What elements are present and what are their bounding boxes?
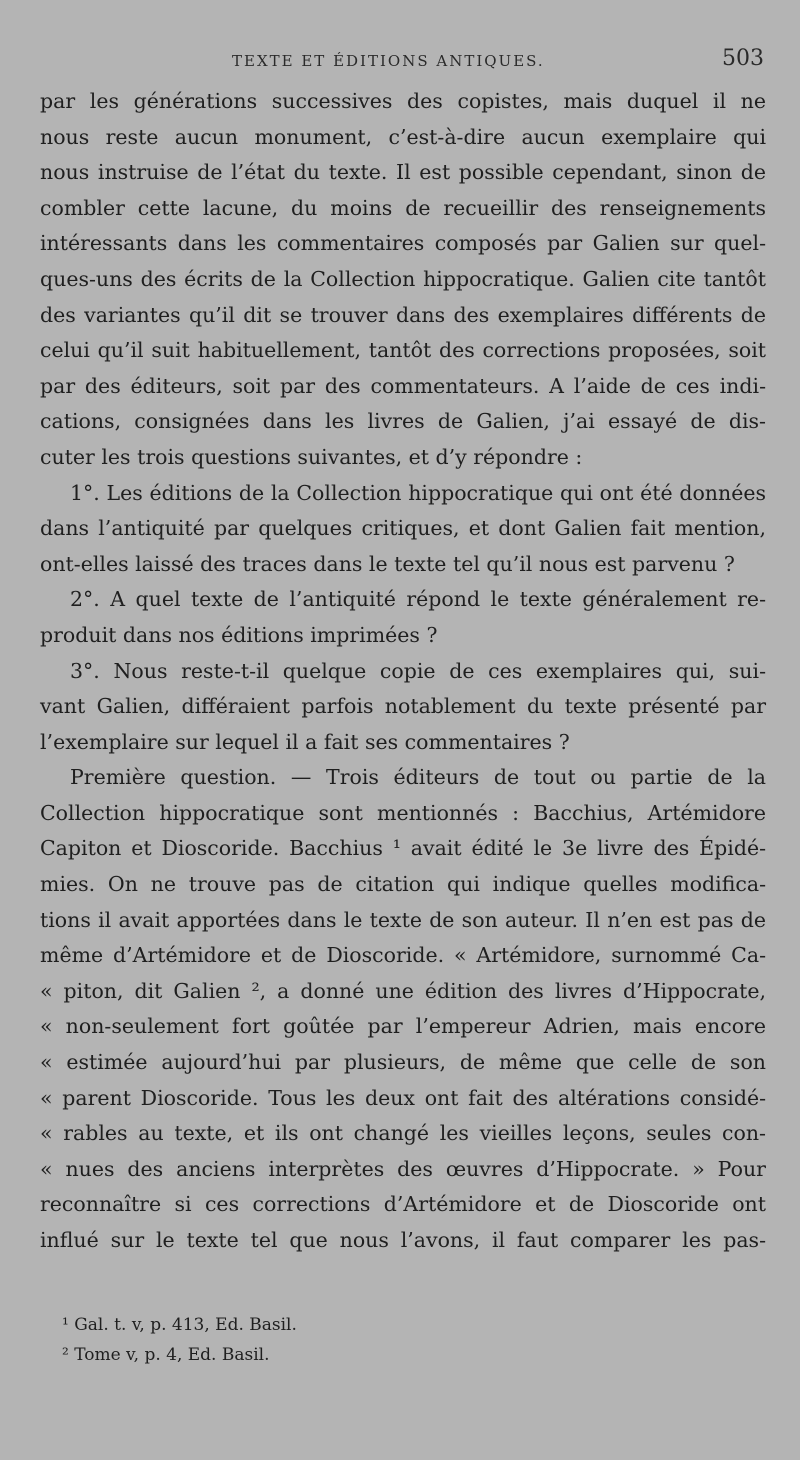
running-title: TEXTE ET ÉDITIONS ANTIQUES.	[232, 52, 545, 70]
text-line: 3°. Nous reste-t-il quelque copie de ces exemplaires qui, sui-	[70, 658, 766, 683]
text-line: tions il avait apportées dans le texte de son auteur. Il n’en est pas de	[40, 907, 766, 932]
text-line: « rables au texte, et ils ont changé les vieilles leçons, seules con-	[40, 1121, 766, 1146]
text-line: « nues des anciens interprètes des œuvres d’Hippocrate. » Pour	[40, 1156, 766, 1181]
text-line: « non-seulement fort goûtée par l’empereur Adrien, mais encore	[40, 1014, 766, 1039]
text-line: l’exemplaire sur lequel il a fait ses commentaires ?	[40, 729, 570, 754]
footnote: ² Tome v, p. 4, Ed. Basil.	[62, 1345, 270, 1365]
page-number: 503	[722, 46, 764, 71]
body-text	[40, 84, 766, 1259]
text-line: 2°. A quel texte de l’antiquité répond le texte généralement re-	[70, 587, 766, 612]
text-line: par des éditeurs, soit par des commentateurs. A l’aide de ces indi-	[40, 373, 766, 398]
text-line: des variantes qu’il dit se trouver dans des exemplaires différents de	[40, 302, 766, 327]
text-line: produit dans nos éditions imprimées ?	[40, 622, 438, 647]
text-line: dans l’antiquité par quelques critiques, et dont Galien fait mention,	[40, 516, 766, 541]
running-head	[40, 46, 764, 76]
text-line: vant Galien, différaient parfois notablement du texte présenté par	[40, 694, 766, 719]
footnotes	[62, 1310, 764, 1370]
text-line: mies. On ne trouve pas de citation qui indique quelles modifica-	[40, 872, 766, 897]
text-line: Collection hippocratique sont mentionnés : Bacchius, Artémidore	[40, 800, 766, 825]
text-line: « estimée aujourd’hui par plusieurs, de même que celle de son	[40, 1050, 766, 1075]
text-line: ont-elles laissé des traces dans le texte tel qu’il nous est parvenu ?	[40, 551, 735, 576]
text-line: influé sur le texte tel que nous l’avons, il faut comparer les pas-	[40, 1228, 766, 1252]
text-line: même d’Artémidore et de Dioscoride. « Artémidore, surnommé Ca-	[40, 943, 766, 968]
text-line: intéressants dans les commentaires composés par Galien sur quel-	[40, 231, 766, 256]
text-line: Première question. — Trois éditeurs de tout ou partie de la	[70, 765, 766, 790]
text-line: Capiton et Dioscoride. Bacchius ¹ avait édité le 3e livre des Épidé-	[40, 836, 766, 861]
text-line: combler cette lacune, du moins de recueillir des renseignements	[40, 195, 766, 220]
footnote: ¹ Gal. t. v, p. 413, Ed. Basil.	[62, 1315, 297, 1335]
text-line: 1°. Les éditions de la Collection hippocratique qui ont été données	[70, 480, 766, 505]
text-line: cations, consignées dans les livres de Galien, j’ai essayé de dis-	[40, 409, 766, 434]
text-line: « piton, dit Galien ², a donné une édition des livres d’Hippocrate,	[40, 978, 766, 1003]
text-line: par les générations successives des copistes, mais duquel il ne	[40, 89, 766, 113]
text-line: ques-uns des écrits de la Collection hippocratique. Galien cite tantôt	[40, 266, 766, 291]
text-line: cuter les trois questions suivantes, et d’y répondre :	[40, 444, 583, 469]
text-line: reconnaître si ces corrections d’Artémidore et de Dioscoride ont	[40, 1192, 766, 1217]
text-line: celui qu’il suit habituellement, tantôt des corrections proposées, soit	[40, 338, 766, 363]
text-line: nous instruise de l’état du texte. Il est possible cependant, sinon de	[40, 160, 766, 185]
text-line: nous reste aucun monument, c’est-à-dire aucun exemplaire qui	[40, 124, 766, 149]
text-line: « parent Dioscoride. Tous les deux ont fait des altérations considé-	[40, 1085, 766, 1110]
